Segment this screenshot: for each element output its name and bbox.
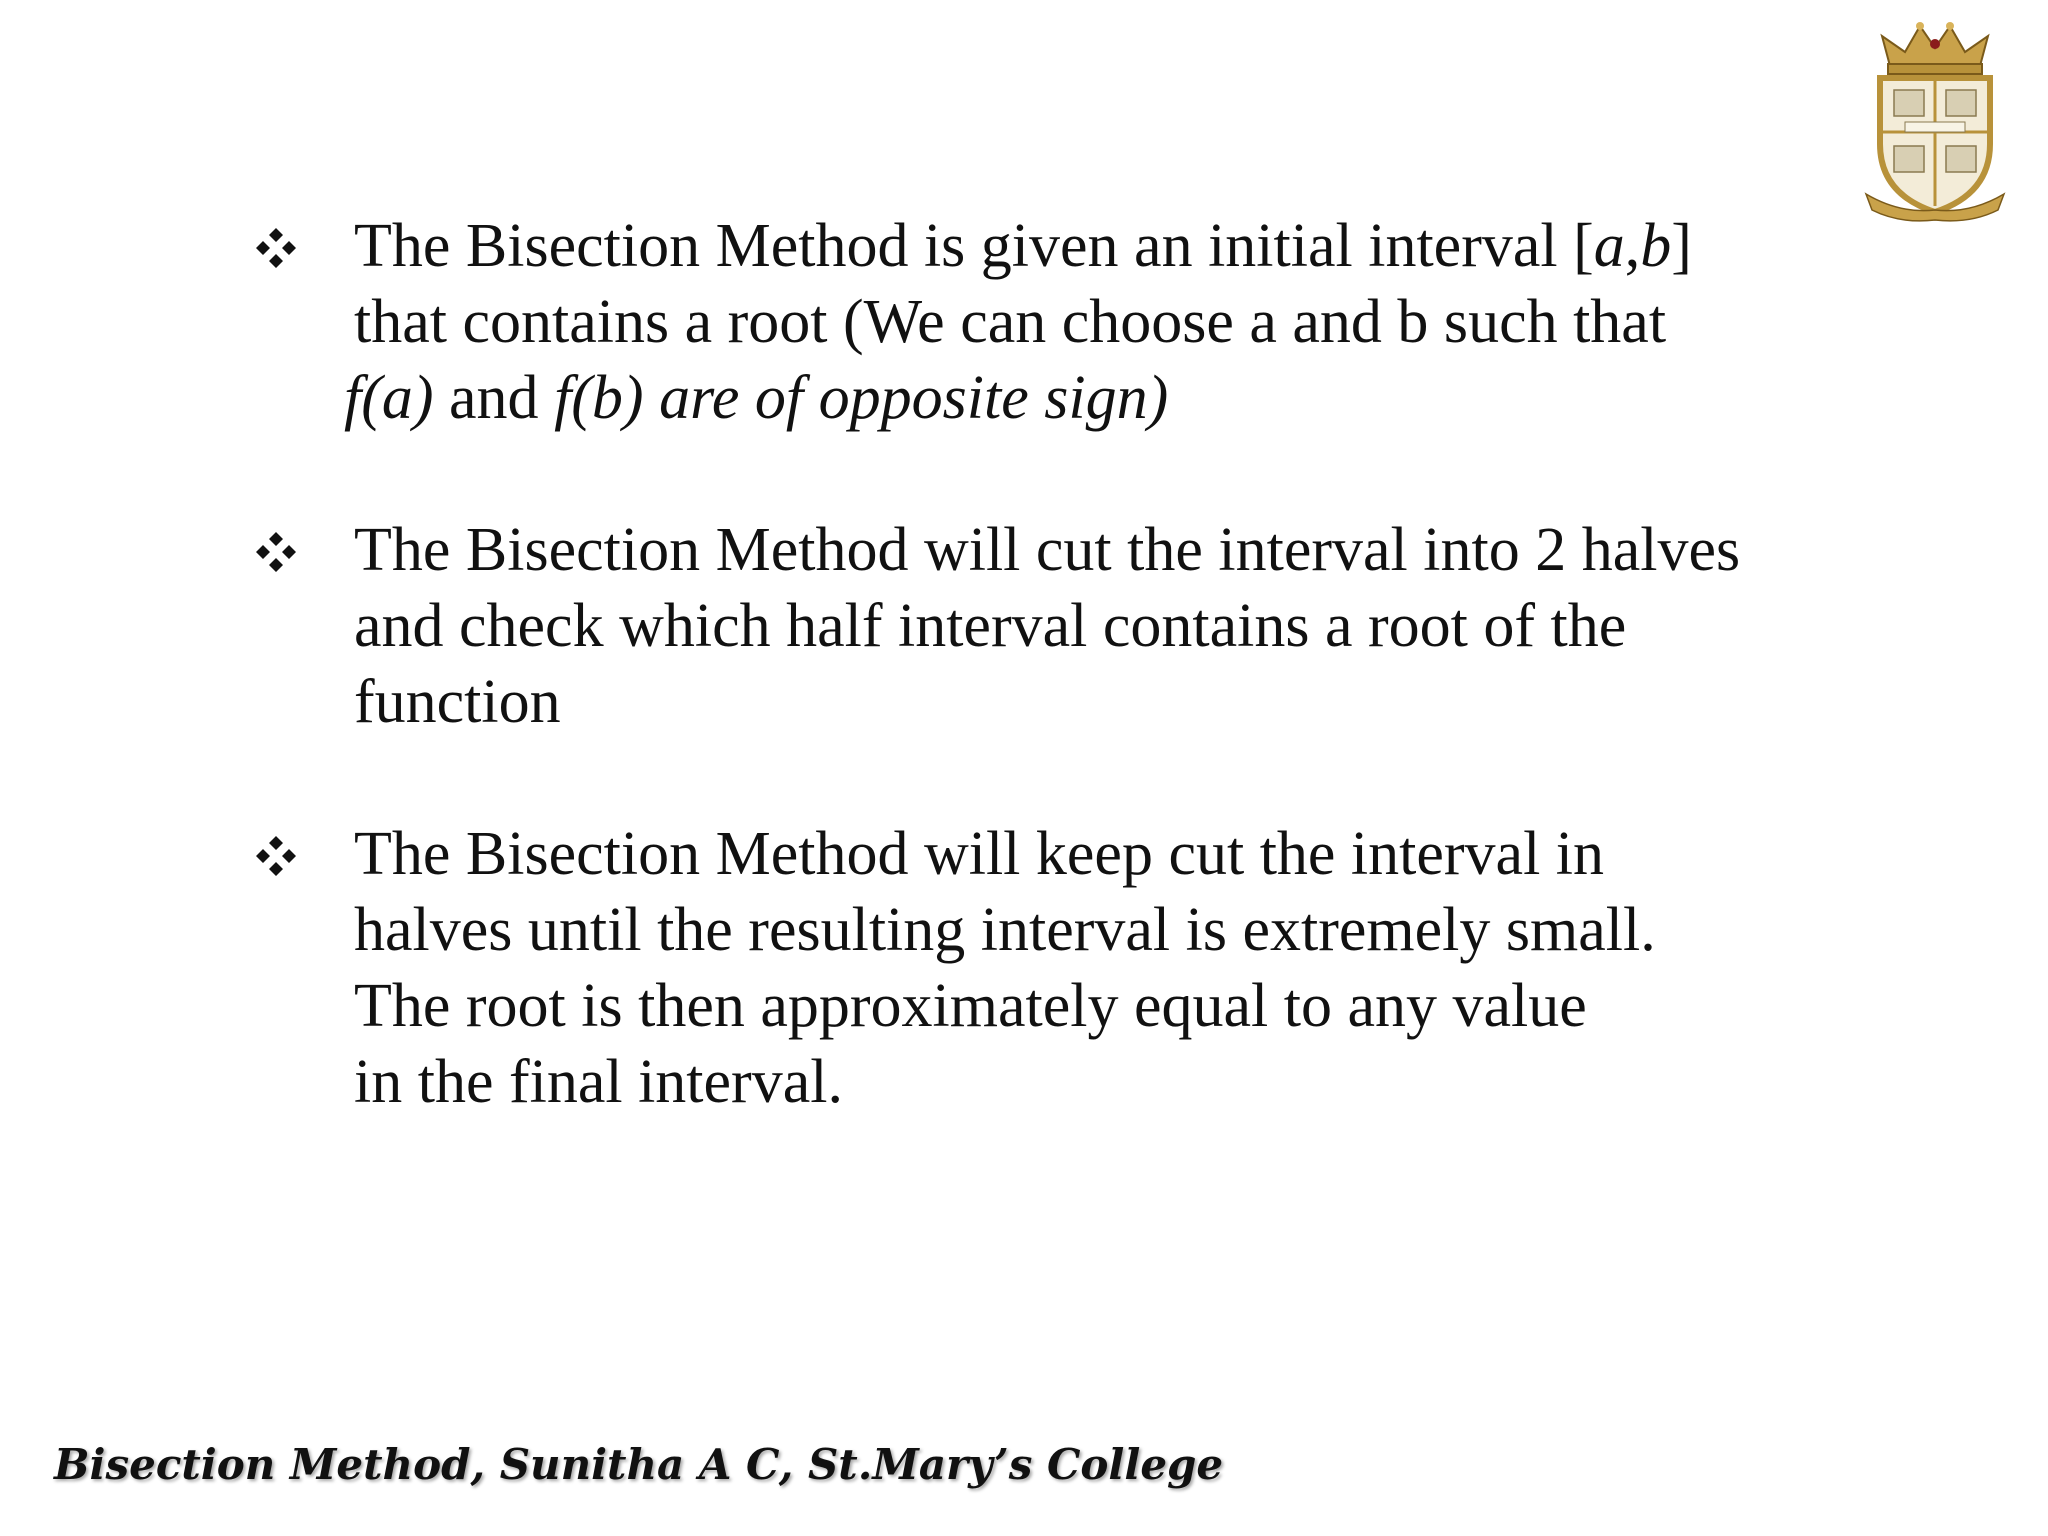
bullet-1-line-1: The Bisection Method is given an initial interval [a,b] [354, 212, 1692, 280]
crown-icon [1882, 22, 1988, 74]
bullet-2-line-3: function [354, 668, 561, 736]
bullet-item-2 [254, 512, 1814, 740]
bullet-item-3 [254, 816, 1814, 1120]
four-diamond-bullet-icon [254, 226, 298, 270]
four-diamond-bullet-icon [254, 530, 298, 574]
bullet-2-line-1: The Bisection Method will cut the interval into 2 halves [354, 516, 1741, 584]
shield-icon [1880, 78, 1990, 212]
bullet-item-1 [254, 208, 1814, 436]
four-diamond-bullet-icon [254, 834, 298, 878]
bullet-2-line-2: and check which half interval contains a root of the [354, 592, 1627, 660]
bullet-3-line-2: halves until the resulting interval is extremely small. [354, 896, 1656, 964]
bullet-1-line-2: that contains a root (We can choose a and b such that [354, 288, 1667, 356]
college-crest-logo [1860, 14, 2010, 224]
bullet-1-line-3: f(a) and f(b) are of opposite sign) [344, 364, 1169, 432]
bullet-3-line-4: in the final interval. [354, 1048, 843, 1116]
bullet-list [254, 208, 1814, 1120]
bullet-3-line-3: The root is then approximately equal to any value [354, 972, 1587, 1040]
bullet-3-line-1: The Bisection Method will keep cut the interval in [354, 820, 1605, 888]
slide-footer: Bisection Method, Sunitha A C, St.Mary’s College [54, 1440, 1224, 1489]
